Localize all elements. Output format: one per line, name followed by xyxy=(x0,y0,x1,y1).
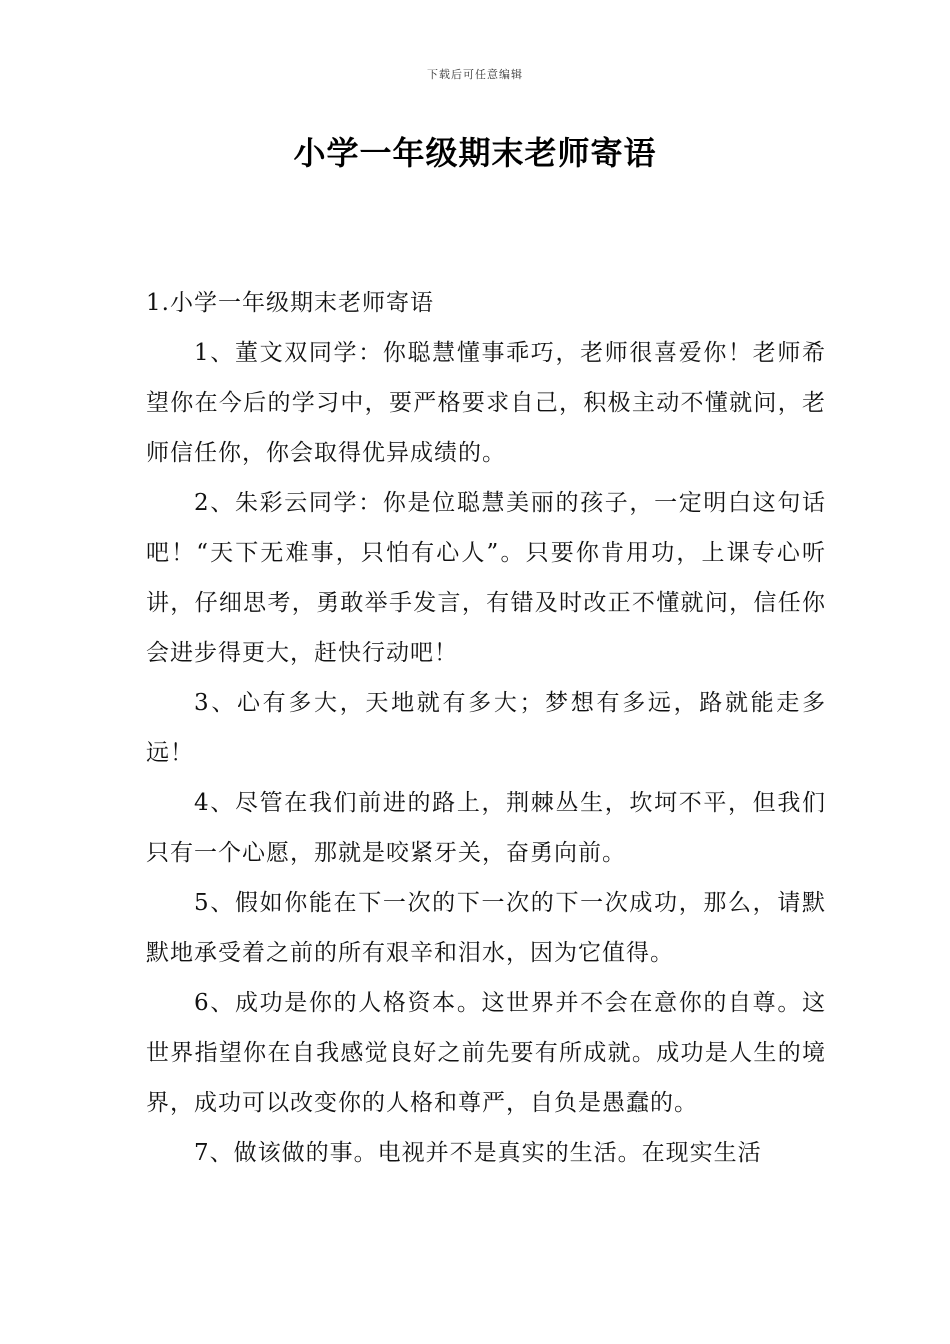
paragraph-2: 2、朱彩云同学：你是位聪慧美丽的孩子，一定明白这句话吧！“天下无难事，只怕有心人”。只要你肯用功，上课专心听讲，仔细思考，勇敢举手发言，有错及时改正不懂就问，信任你会进步得更大，赶快行动吧！ xyxy=(146,490,826,666)
paragraph-3: 3、心有多大，天地就有多大；梦想有多远，路就能走多远！ xyxy=(146,690,826,766)
section-heading: 1.小学一年级期末老师寄语 xyxy=(146,290,434,316)
paragraph-4: 4、尽管在我们前进的路上，荆棘丛生，坎坷不平，但我们只有一个心愿，那就是咬紧牙关，奋勇向前。 xyxy=(146,790,826,866)
page-title: 小学一年级期末老师寄语 xyxy=(293,134,657,172)
paragraph-6: 6、成功是你的人格资本。这世界并不会在意你的自尊。这世界指望你在自我感觉良好之前先要有所成就。成功是人生的境界，成功可以改变你的人格和尊严，自负是愚蠢的。 xyxy=(146,990,826,1116)
document-body xyxy=(146,278,826,1178)
header-note: 下载后可任意编辑 xyxy=(427,68,523,81)
paragraph-5: 5、假如你能在下一次的下一次的下一次成功，那么，请默默地承受着之前的所有艰辛和泪水，因为它值得。 xyxy=(146,890,826,966)
paragraph-7: 7、做该做的事。电视并不是真实的生活。在现实生活 xyxy=(194,1140,762,1166)
paragraph-1: 1、董文双同学：你聪慧懂事乖巧，老师很喜爱你！老师希望你在今后的学习中，要严格要求自己，积极主动不懂就问，老师信任你，你会取得优异成绩的。 xyxy=(146,340,826,466)
